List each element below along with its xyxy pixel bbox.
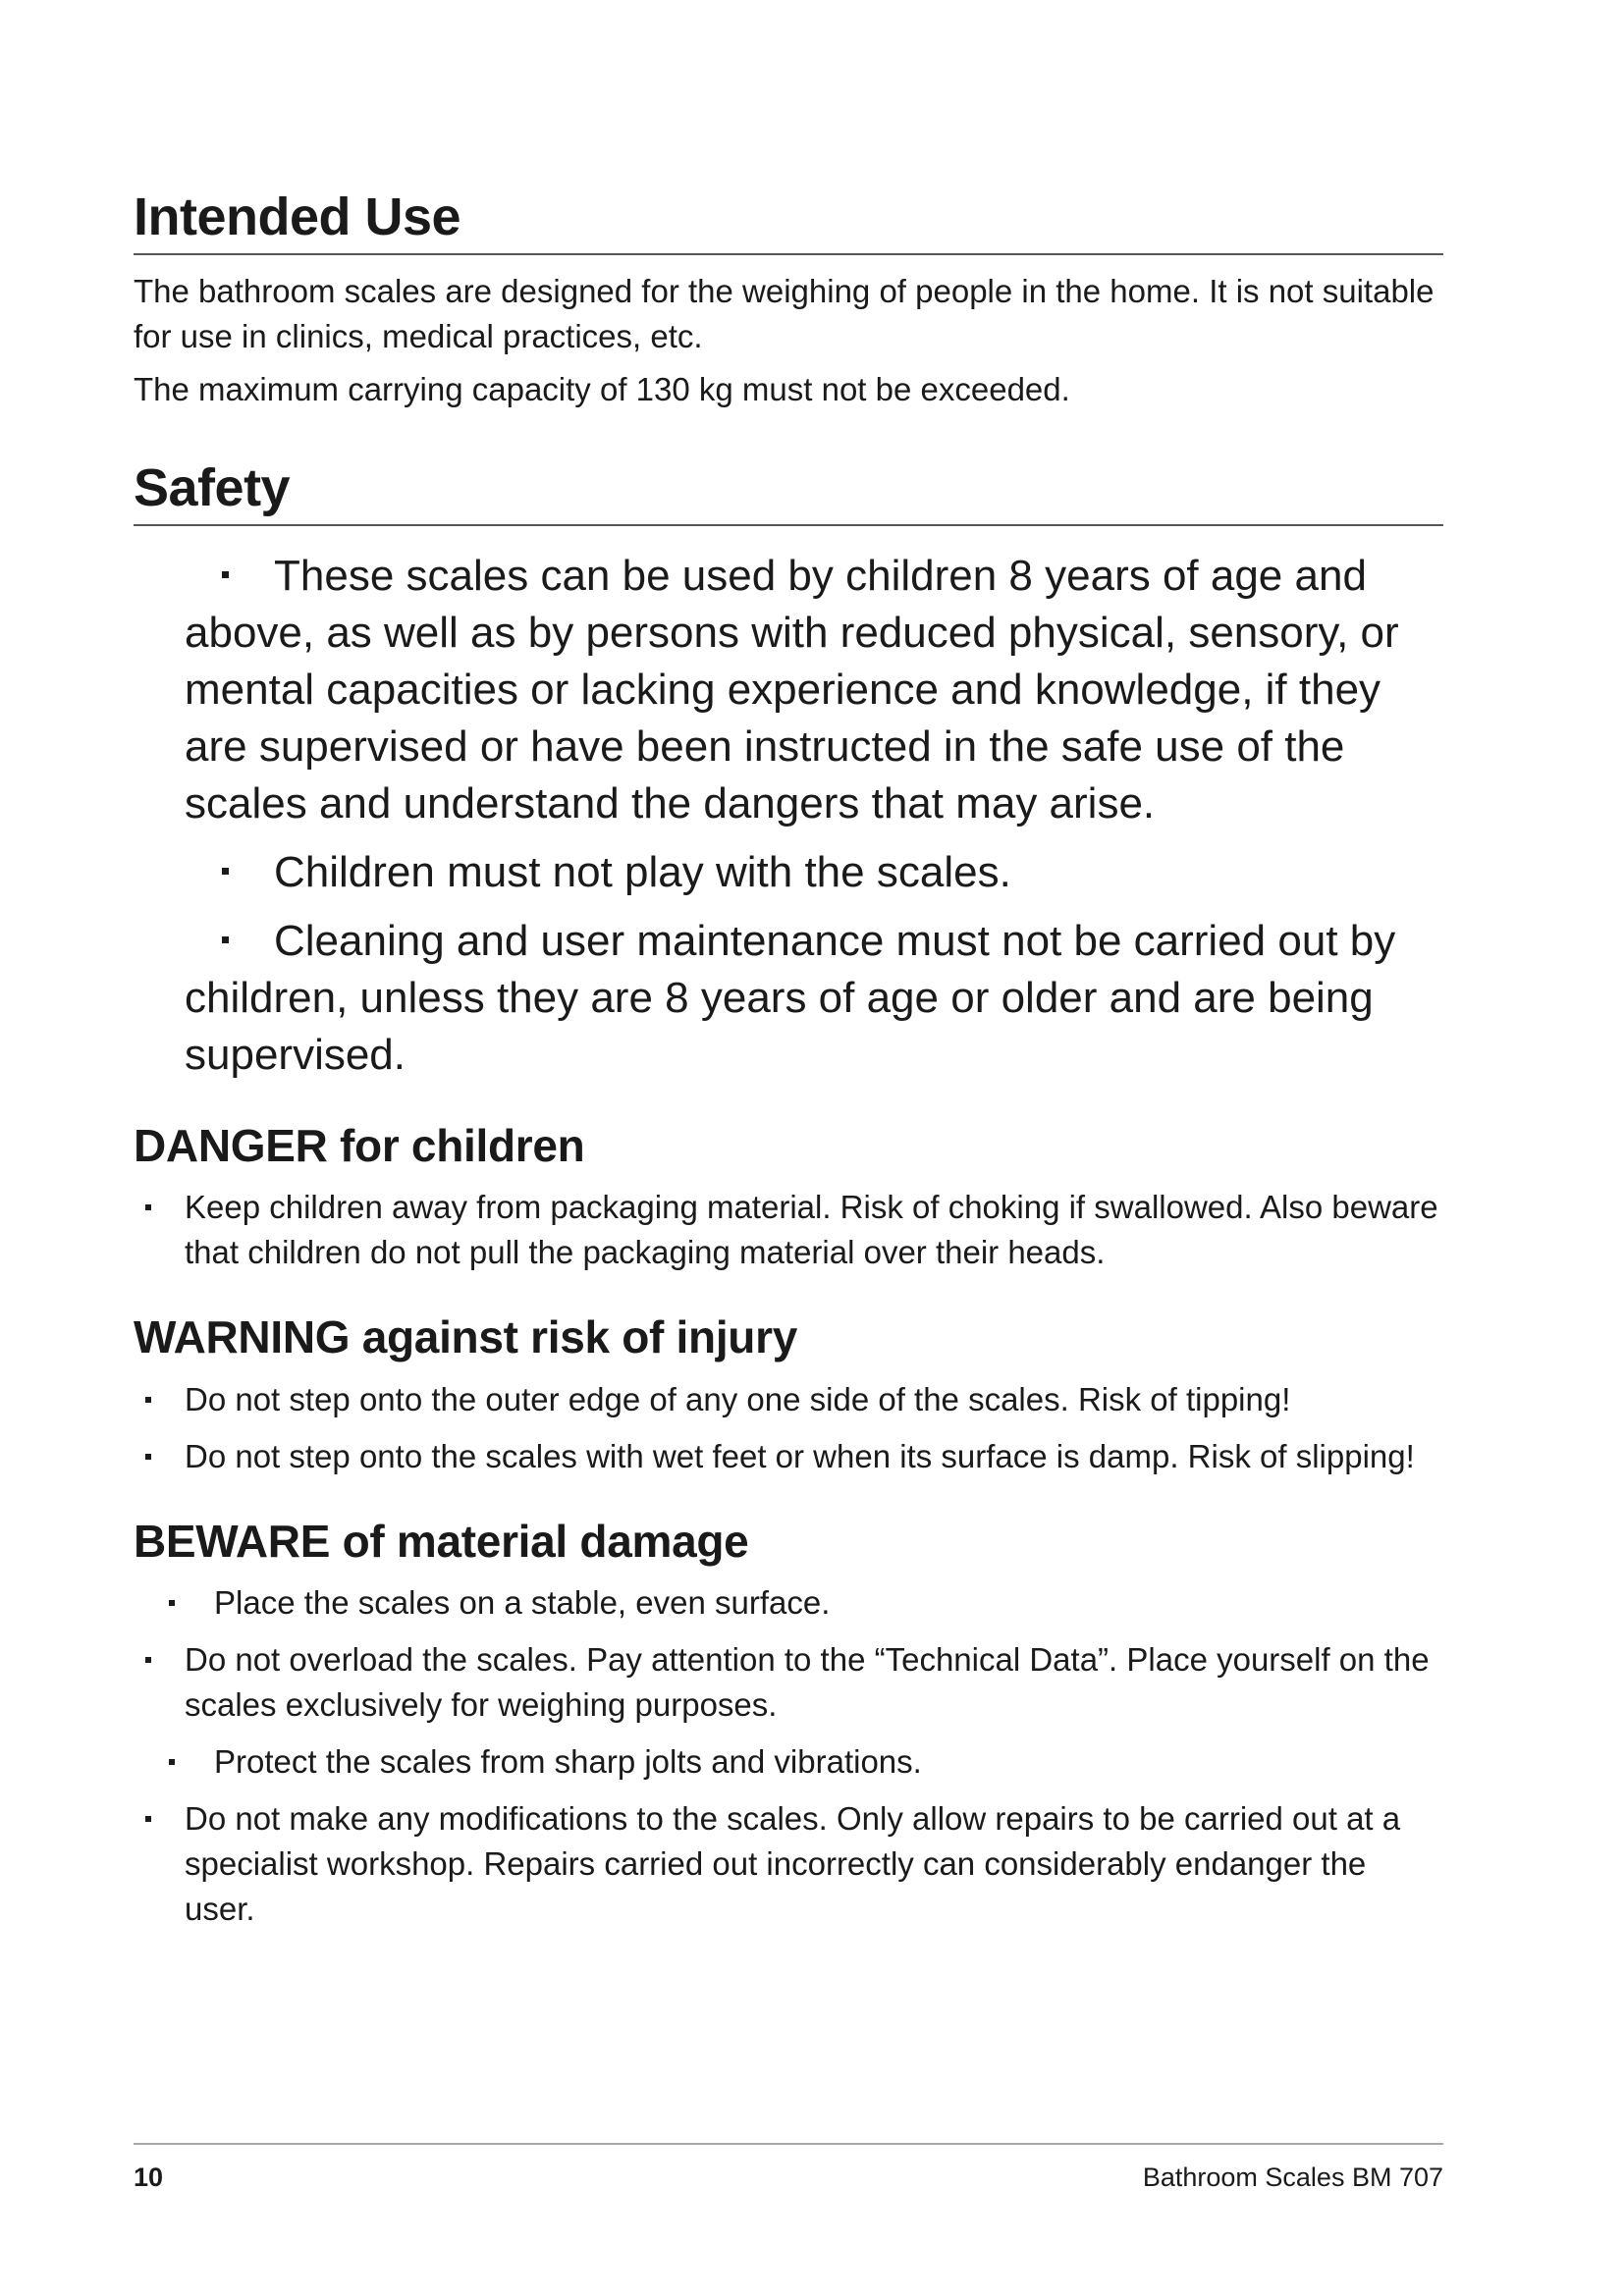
list-item (134, 1377, 1443, 1422)
list-item (134, 1580, 1443, 1626)
list-item-text: Do not step onto the outer edge of any one side of the scales. Risk of tipping! (185, 1380, 1291, 1417)
danger-children-title: DANGER for children (134, 1120, 585, 1172)
list-item-text: Protect the scales from sharp jolts and vibrations. (214, 1742, 922, 1780)
list-item (134, 844, 1443, 901)
warning-injury-list (134, 1377, 1443, 1479)
bullet-square-icon (145, 1816, 151, 1822)
list-item-text: Children must not play with the scales. (274, 848, 1011, 897)
list-item-text: Do not overload the scales. Pay attention to the “Technical Data”. Place yourself on the scales exclusively for weighing purposes. (185, 1640, 1430, 1723)
list-item-text: Do not make any modifications to the scales. Only allow repairs to be carried out at a specialist workshop. Repairs carried out incorrectly can considerably endanger the user. (185, 1799, 1401, 1927)
intended-use-paragraph: The bathroom scales are designed for the weighing of people in the home. It is not suitable for use in clinics, medical practices, etc. (134, 273, 1435, 355)
bullet-square-icon (145, 1454, 151, 1460)
warning-injury-title: WARNING against risk of injury (134, 1311, 797, 1363)
safety-title: Safety (134, 457, 1443, 526)
list-item (134, 548, 1443, 832)
list-item (134, 1434, 1443, 1479)
intended-use-paragraph: The maximum carrying capacity of 130 kg must not be exceeded. (134, 371, 1070, 408)
page-number: 10 (134, 2163, 164, 2192)
list-item (134, 1796, 1443, 1932)
bullet-square-icon (222, 571, 229, 578)
list-item-text: Do not step onto the scales with wet feet or when its surface is damp. Risk of slipping! (185, 1437, 1415, 1474)
footer-product-name: Bathroom Scales BM 707 (1142, 2163, 1443, 2192)
list-item-text: Keep children away from packaging material. Risk of choking if swallowed. Also beware that children do not pull the packaging material over their heads. (185, 1189, 1438, 1271)
bullet-square-icon (145, 1204, 151, 1210)
page-footer (134, 2143, 1443, 2193)
bullet-square-icon (169, 1759, 175, 1765)
bullet-square-icon (145, 1657, 151, 1663)
list-item (134, 913, 1443, 1084)
bullet-square-icon (222, 868, 229, 875)
beware-damage-list (134, 1580, 1443, 1932)
list-item-text: Cleaning and user maintenance must not be carried out by children, unless they are 8 years of age or older and are being supervised. (185, 917, 1396, 1080)
list-item-text: Place the scales on a stable, even surface. (214, 1583, 831, 1621)
beware-damage-title: BEWARE of material damage (134, 1515, 749, 1567)
intended-use-title: Intended Use (134, 187, 1443, 255)
danger-children-list (134, 1185, 1443, 1275)
list-item-text: These scales can be used by children 8 years of age and above, as well as by persons with reduced physical, sensory, or mental capacities or lacking experience and knowledge, if they are supervised or have been instructed in the safe use of the scales and understand the dangers that may arise. (185, 552, 1399, 828)
bullet-square-icon (222, 936, 229, 943)
page-content (134, 187, 1443, 1944)
bullet-square-icon (145, 1397, 151, 1403)
list-item (134, 1637, 1443, 1728)
list-item (134, 1739, 1443, 1785)
bullet-square-icon (169, 1600, 175, 1606)
list-item (134, 1185, 1443, 1275)
safety-list (134, 548, 1443, 1084)
